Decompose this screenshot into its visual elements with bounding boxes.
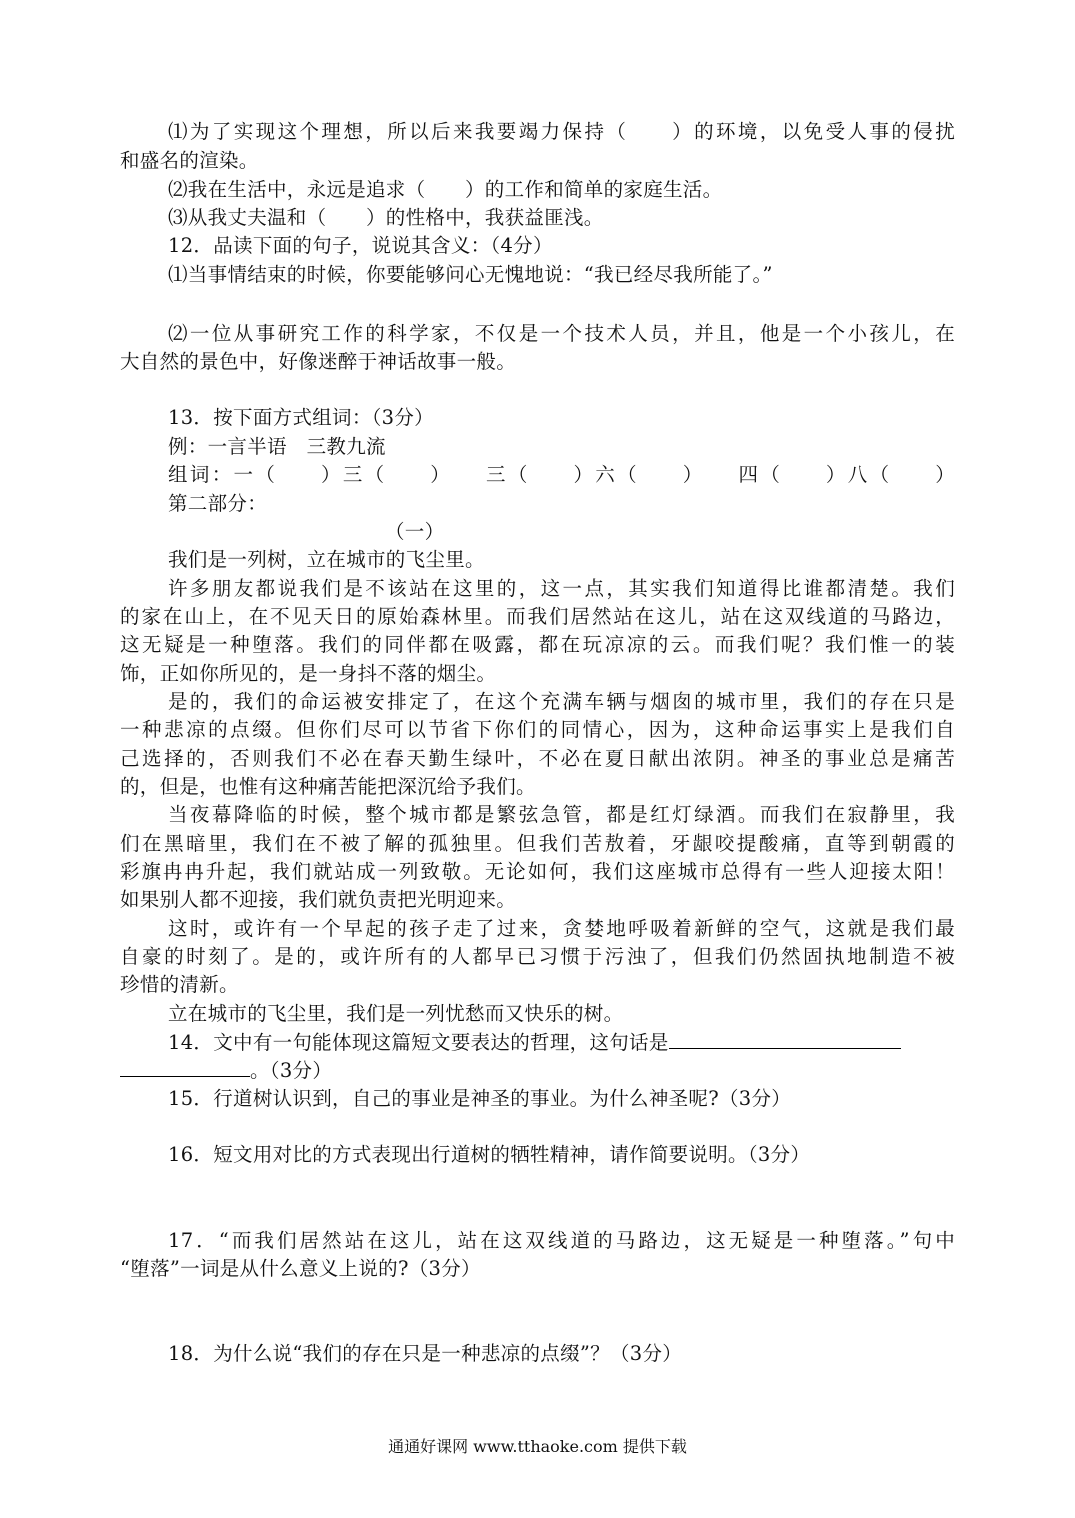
line: 大自然的景色中，好像迷醉于神话故事一般。 — [120, 350, 517, 373]
line: 的家在山上，在不见天日的原始森林里。而我们居然站在这儿，站在这双线道的马路边， — [120, 605, 955, 628]
section-title: 第二部分： — [168, 492, 268, 515]
line: 自豪的时刻了。是的，或许所有的人都早已习惯于污浊了，但我们仍然固执地制造不被 — [120, 945, 955, 968]
line: ⑵一位从事研究工作的科学家，不仅是一个技术人员，并且，他是一个小孩儿，在 — [168, 322, 955, 345]
line: 和盛名的渲染。 — [120, 149, 259, 172]
line: 这时，或许有一个早起的孩子走了过来，贪婪地呼吸着新鲜的空气，这就是我们最 — [168, 917, 955, 940]
question-14 — [168, 1028, 955, 1057]
line: “堕落”一词是从什么意义上说的?（3分） — [120, 1257, 481, 1280]
line: 一种悲凉的点缀。但你们尽可以节省下你们的同情心，因为，这种命运事实上是我们自 — [120, 718, 955, 741]
question-14-score: 。（3分） — [250, 1059, 333, 1082]
line: 珍惜的清新。 — [120, 973, 239, 996]
line: 如果别人都不迎接，我们就负责把光明迎来。 — [120, 888, 517, 911]
passage-title: （一） — [385, 520, 445, 543]
question-17: 17．“而我们居然站在这儿，站在这双线道的马路边，这无疑是一种堕落。”句中 — [168, 1229, 955, 1252]
line: 当夜幕降临的时候，整个城市都是繁弦急管，都是红灯绿酒。而我们在寂静里，我 — [168, 803, 955, 826]
line: 己选择的，否则我们不必在春天勤生绿叶，不必在夏日献出浓阴。神圣的事业总是痛苦 — [120, 747, 955, 770]
question-14-text: 14．文中有一句能体现这篇短文要表达的哲理，这句话是 — [168, 1031, 669, 1054]
answer-blank[interactable] — [669, 1028, 901, 1049]
line: ⑴为了实现这个理想，所以后来我要竭力保持（ ）的环境，以免受人事的侵扰 — [168, 120, 955, 143]
page-footer: 通通好课网 www.tthaoke.com 提供下载 — [388, 1437, 687, 1456]
line: 立在城市的飞尘里，我们是一列忧愁而又快乐的树。 — [168, 1002, 624, 1025]
question-18: 18．为什么说“我们的存在只是一种悲凉的点缀”？（3分） — [168, 1342, 683, 1365]
line: 的，但是，也惟有这种痛苦能把深沉给予我们。 — [120, 775, 536, 798]
line: 是的，我们的命运被安排定了，在这个充满车辆与烟囱的城市里，我们的存在只是 — [168, 690, 955, 713]
line: 这无疑是一种堕落。我们的同伴都在吸露，都在玩凉凉的云。而我们呢？我们惟一的装 — [120, 633, 955, 656]
answer-blank[interactable] — [120, 1056, 250, 1077]
question-12: 12．品读下面的句子，说说其含义：（4分） — [168, 234, 553, 257]
line: 彩旗冉冉升起，我们就站成一列致敬。无论如何，我们这座城市总得有一些人迎接太阳！ — [120, 860, 955, 883]
line: 我们是一列树，立在城市的飞尘里。 — [168, 548, 485, 571]
line: 例：一言半语 三教九流 — [168, 435, 386, 458]
line: ⑵我在生活中，永远是追求（ ）的工作和简单的家庭生活。 — [168, 178, 723, 201]
question-16: 16．短文用对比的方式表现出行道树的牺牲精神，请作简要说明。（3分） — [168, 1143, 811, 1166]
question-15: 15．行道树认识到，自己的事业是神圣的事业。为什么神圣呢?（3分） — [168, 1087, 792, 1110]
line: 们在黑暗里，我们在不被了解的孤独里。但我们苦敖着，牙龈咬提酸痛，直等到朝霞的 — [120, 832, 955, 855]
line: ⑶从我丈夫温和（ ）的性格中，我获益匪浅。 — [168, 206, 604, 229]
line: 组词：一（ ）三（ ） 三（ ）六（ ） 四（ ）八（ ） — [168, 463, 955, 486]
question-14-cont — [120, 1056, 955, 1085]
line: 饰，正如你所见的，是一身抖不落的烟尘。 — [120, 662, 497, 685]
line: 许多朋友都说我们是不该站在这里的，这一点，其实我们知道得比谁都清楚。我们 — [168, 577, 955, 600]
question-13: 13．按下面方式组词：（3分） — [168, 406, 434, 429]
line: ⑴当事情结束的时候，你要能够问心无愧地说：“我已经尽我所能了。” — [168, 263, 773, 286]
